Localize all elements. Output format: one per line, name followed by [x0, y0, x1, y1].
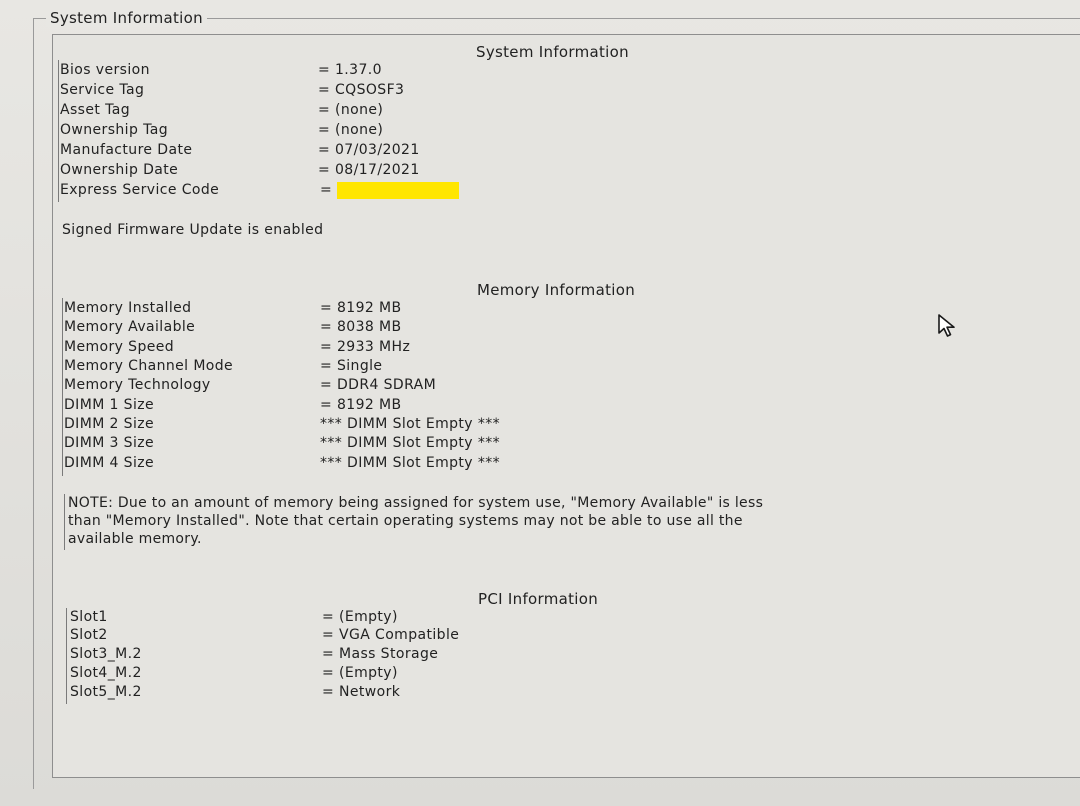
memory-available-label: Memory Available — [64, 319, 196, 335]
dimm1-size-label: DIMM 1 Size — [64, 397, 155, 413]
memory-installed-value: = 8192 MB — [320, 300, 402, 316]
slot2-value: = VGA Compatible — [322, 627, 460, 643]
slot3-label: Slot3_M.2 — [70, 646, 142, 662]
slot2-label: Slot2 — [70, 627, 108, 643]
group-title: System Information — [46, 9, 207, 27]
ownership-date-value: = 08/17/2021 — [318, 162, 420, 178]
slot4-value: = (Empty) — [322, 665, 398, 681]
service-tag-label: Service Tag — [60, 82, 145, 98]
memory-note-line-1: NOTE: Due to an amount of memory being assigned for system use, "Memory Available" is less — [68, 495, 764, 511]
bios-version-label: Bios version — [60, 62, 150, 78]
memory-channel-mode-label: Memory Channel Mode — [64, 358, 234, 374]
slot1-value: = (Empty) — [322, 609, 398, 625]
slot5-label: Slot5_M.2 — [70, 684, 142, 700]
system-information-heading: System Information — [476, 43, 629, 61]
dimm4-size-label: DIMM 4 Size — [64, 455, 155, 471]
manufacture-date-label: Manufacture Date — [60, 142, 193, 158]
memory-channel-mode-value: = Single — [320, 358, 383, 374]
express-service-code-label: Express Service Code — [60, 182, 220, 198]
slot3-value: = Mass Storage — [322, 646, 439, 662]
redaction-highlight — [337, 182, 459, 199]
service-tag-value: = CQSOSF3 — [318, 82, 405, 98]
dimm4-size-value: *** DIMM Slot Empty *** — [320, 455, 501, 471]
ownership-date-label: Ownership Date — [60, 162, 179, 178]
memory-installed-label: Memory Installed — [64, 300, 192, 316]
ownership-tag-label: Ownership Tag — [60, 122, 169, 138]
dimm2-size-label: DIMM 2 Size — [64, 416, 155, 432]
dimm3-size-label: DIMM 3 Size — [64, 435, 155, 451]
memory-information-heading: Memory Information — [477, 281, 635, 299]
memory-note-line-3: available memory. — [68, 531, 202, 547]
express-service-code-value: = — [320, 182, 333, 198]
slot5-value: = Network — [322, 684, 401, 700]
manufacture-date-value: = 07/03/2021 — [318, 142, 420, 158]
memory-speed-value: = 2933 MHz — [320, 339, 411, 355]
signed-firmware-status: Signed Firmware Update is enabled — [62, 222, 324, 238]
slot4-label: Slot4_M.2 — [70, 665, 142, 681]
dimm3-size-value: *** DIMM Slot Empty *** — [320, 435, 501, 451]
slot1-label: Slot1 — [70, 609, 108, 625]
dimm2-size-value: *** DIMM Slot Empty *** — [320, 416, 501, 432]
asset-tag-label: Asset Tag — [60, 102, 131, 118]
asset-tag-value: = (none) — [318, 102, 384, 118]
memory-available-value: = 8038 MB — [320, 319, 402, 335]
memory-technology-value: = DDR4 SDRAM — [320, 377, 437, 393]
mouse-pointer-icon — [937, 313, 959, 339]
memory-note — [68, 494, 968, 548]
dimm1-size-value: = 8192 MB — [320, 397, 402, 413]
pci-information-heading: PCI Information — [478, 590, 599, 608]
memory-speed-label: Memory Speed — [64, 339, 175, 355]
bios-version-value: = 1.37.0 — [318, 62, 382, 78]
memory-note-line-2: than "Memory Installed". Note that certain operating systems may not be able to use all the — [68, 513, 743, 529]
memory-technology-label: Memory Technology — [64, 377, 211, 393]
ownership-tag-value: = (none) — [318, 122, 384, 138]
